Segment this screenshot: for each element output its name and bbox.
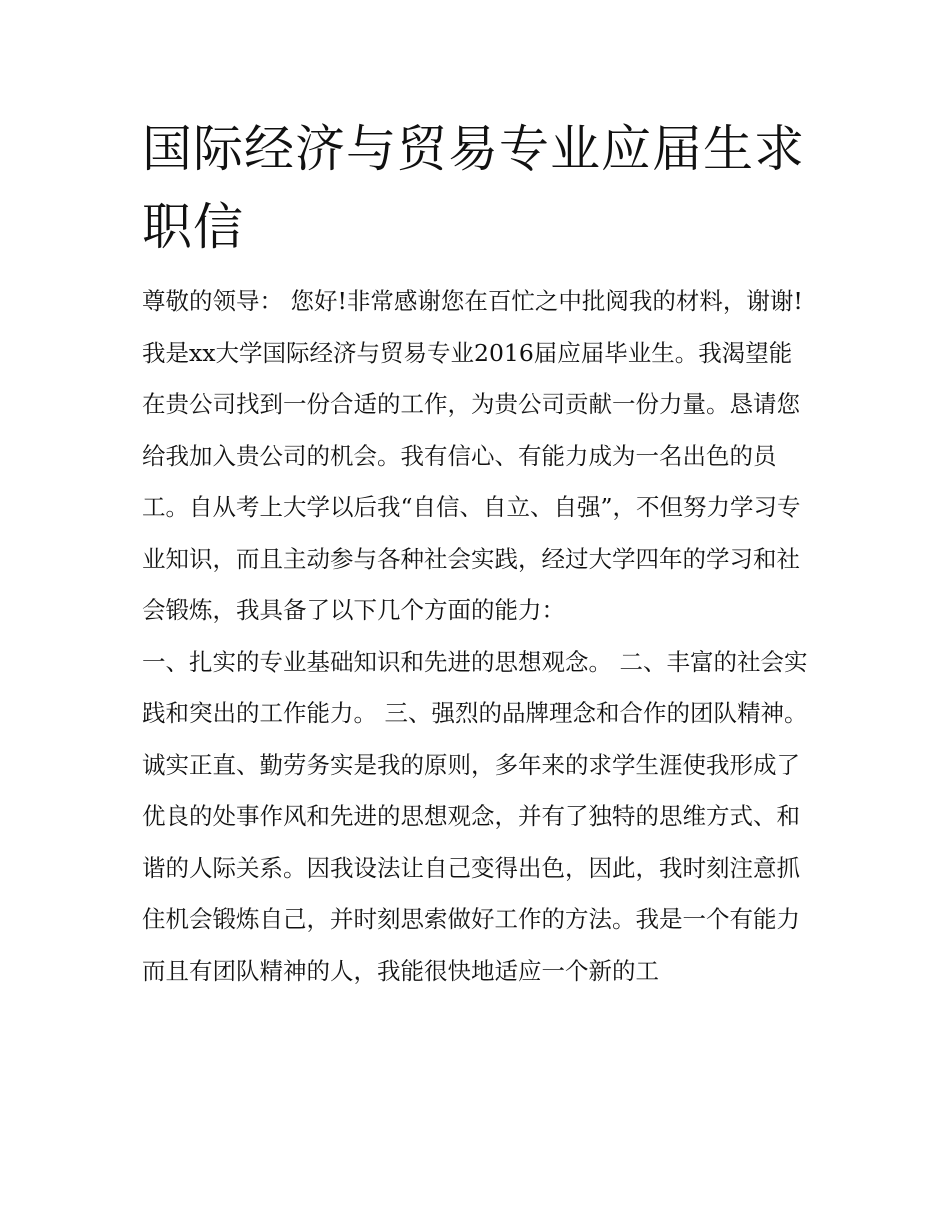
paragraph-greeting: 尊敬的领导： 您好!非常感谢您在百忙之中批阅我的材料，谢谢! (142, 287, 803, 315)
paragraph-character: 诚实正直、勤劳务实是我的原则，多年来的求学生涯使我形成了优良的处事作风和先进的思想观念，并有了独特的思维方式、和谐的人际关系。因我设法让自己变得出色，因此，我时刻注意抓住机会锻炼自己，并时刻思索做好工作的方法。我是一个有能力而且有团队精神的人，我能很快地适应一个新的工 (142, 750, 800, 985)
paragraph-abilities: 一、扎实的专业基础知识和先进的思想观念。 二、丰富的社会实践和突出的工作能力。 三、强烈的品牌理念和合作的团队精神。 (142, 647, 808, 727)
paragraph-introduction: 我是xx大学国际经济与贸易专业2016届应届毕业生。我渴望能在贵公司找到一份合适的工作，为贵公司贡献一份力量。恳请您给我加入贵公司的机会。我有信心、有能力成为一名出色的员工。自从考上大学以后我“自信、自立、自强”，不但努力学习专业知识，而且主动参与各种社会实践，经过大学四年的学习和社会锻炼，我具备了以下几个方面的能力： (142, 338, 801, 624)
document-body (142, 276, 814, 997)
document-title: 国际经济与贸易专业应届生求职信 (142, 120, 805, 256)
